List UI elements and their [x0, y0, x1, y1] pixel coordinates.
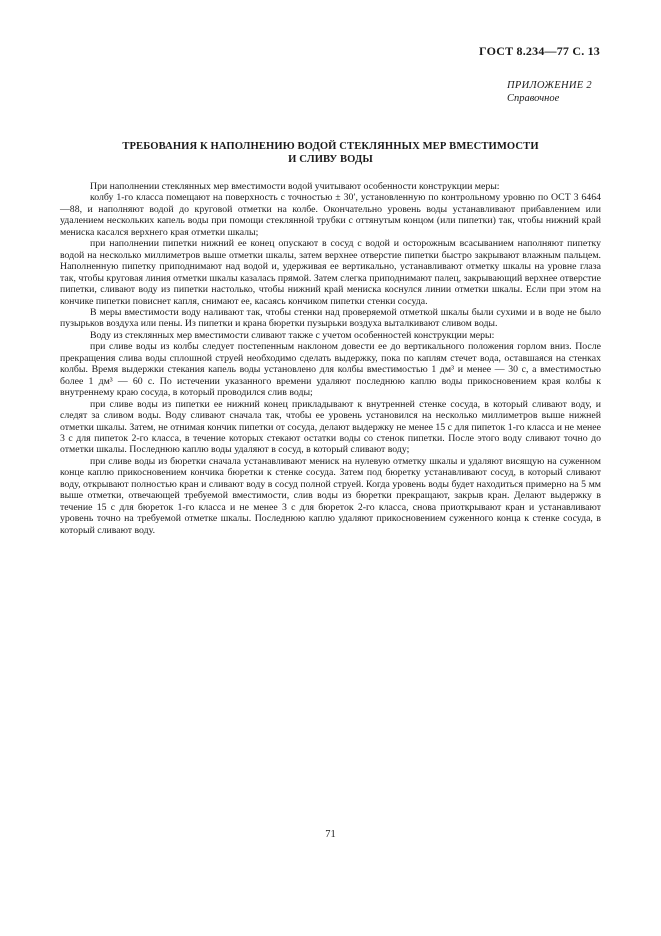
- page-number: 71: [325, 829, 336, 840]
- paragraph: при сливе воды из бюретки сначала устанавливают мениск на нулевую отметку шкалы и удаляют висящую на суженном конце каплю прикосновением кончика бюретки к стенке сосуда. Затем под бюретку устанавливают сосуд, в который сливают воду, открывают полностью кран и сливают воду в сосуд полной струей. Когда уровень воды будет находиться примерно на 5 мм выше отметки, отвечающей требуемой вместимости, слив воды из бюретки прекращают, закрыв кран. Делают выдержку в течение 15 с для бюреток 1-го класса и не менее 3 с для бюреток 2-го класса, снова приоткрывают кран и устанавливают уровень точно на требуемой отметке шкалы. Последнюю каплю удаляют прикосновением суженного конца к стенке сосуда, в который сливают воду.: [60, 455, 601, 536]
- section-title-line: И СЛИВУ ВОДЫ: [288, 153, 373, 165]
- appendix-block: [507, 79, 627, 105]
- paragraph: Воду из стеклянных мер вместимости сливают также с учетом особенностей конструкции меры:: [90, 329, 495, 341]
- appendix-title: ПРИЛОЖЕНИЕ 2: [507, 80, 592, 91]
- paragraph: В меры вместимости воду наливают так, чтобы стенки над проверяемой отметкой шкалы были сухими и в воде не было пузырьков воздуха или пены. Из пипетки и крана бюретки пузырьки воздуха выталкивают сливом воды.: [60, 306, 601, 330]
- paragraph: При наполнении стеклянных мер вместимости водой учитывают особенности конструкции меры:: [90, 181, 500, 192]
- section-title-line: ТРЕБОВАНИЯ К НАПОЛНЕНИЮ ВОДОЙ СТЕКЛЯННЫХ МЕР ВМЕСТИМОСТИ: [122, 141, 539, 152]
- paragraph: при сливе воды из пипетки ее нижний конец прикладывают к внутренней стенке сосуда, в который сливают воду, и следят за сливом воды. Воду сливают сначала так, чтобы ее уровень установился на несколько миллиметров выше нижней отметки шкалы. Затем, не отнимая кончик пипетки от сосуда, делают выдержку не менее 15 с для пипеток 1-го класса и не менее 3 с для пипеток 2-го класса, в течение которых стекают остатки воды со стенок пипетки. После этого воду сливают точно до отметки шкалы. Последнюю каплю воды удаляют в сосуд, в который сливают воду;: [60, 398, 601, 456]
- body-text: [60, 181, 601, 536]
- paragraph: колбу 1-го класса помещают на поверхность с точностью ± 30′, установленную по контрольному уровню по ОСТ 3 6464—88, и наполняют водой до круговой отметки на колбе. Окончательно уровень воды устанавливают прибавлением или удалением нескольких капель воды при помощи стеклянной трубки с оттянутым концом (или пипетки) так, чтобы нижний край мениска касался верхнего края отметки шкалы;: [60, 192, 601, 238]
- section-title: [60, 141, 601, 166]
- paragraph: при наполнении пипетки нижний ее конец опускают в сосуд с водой и осторожным всасыванием наполняют пипетку водой на несколько миллиметров выше отметки шкалы, затем верхнее отверстие пипетки быстро закрывают влажным пальцем. Наполненную пипетку приподнимают над водой и, удерживая ее вертикально, устанавливают отметку шкалы на уровне глаза так, чтобы круговая линия отметки шкалы казалась прямой. Затем слегка приподнимают палец, закрывающий верхнее отверстие пипетки, сливают воду из пипетки настолько, чтобы нижний край мениска коснулся линии отметки шкалы. Если при этом на кончике пипетки повиснет капля, снимают ее, касаясь кончиком пипетки стенки сосуда.: [60, 238, 601, 307]
- paragraph: при сливе воды из колбы следует постепенным наклоном довести ее до вертикального положения горлом вниз. После прекращения слива воды сплошной струей необходимо сделать выдержку, пока по каплям стечет вода, оставшаяся на стенках колбы. Время выдержки стекания капель воды установлено для колбы вместимостью 1 дм³ и менее — 30 с, а вместимостью более 1 дм³ — 60 с. По истечении указанного времени удаляют последнюю каплю воды прикосновением края колбы к внутреннему краю сосуда, в который проводился слив воды;: [60, 341, 601, 399]
- appendix-subtitle: Справочное: [507, 93, 560, 104]
- standard-reference-header: ГОСТ 8.234—77 С. 13: [479, 44, 600, 58]
